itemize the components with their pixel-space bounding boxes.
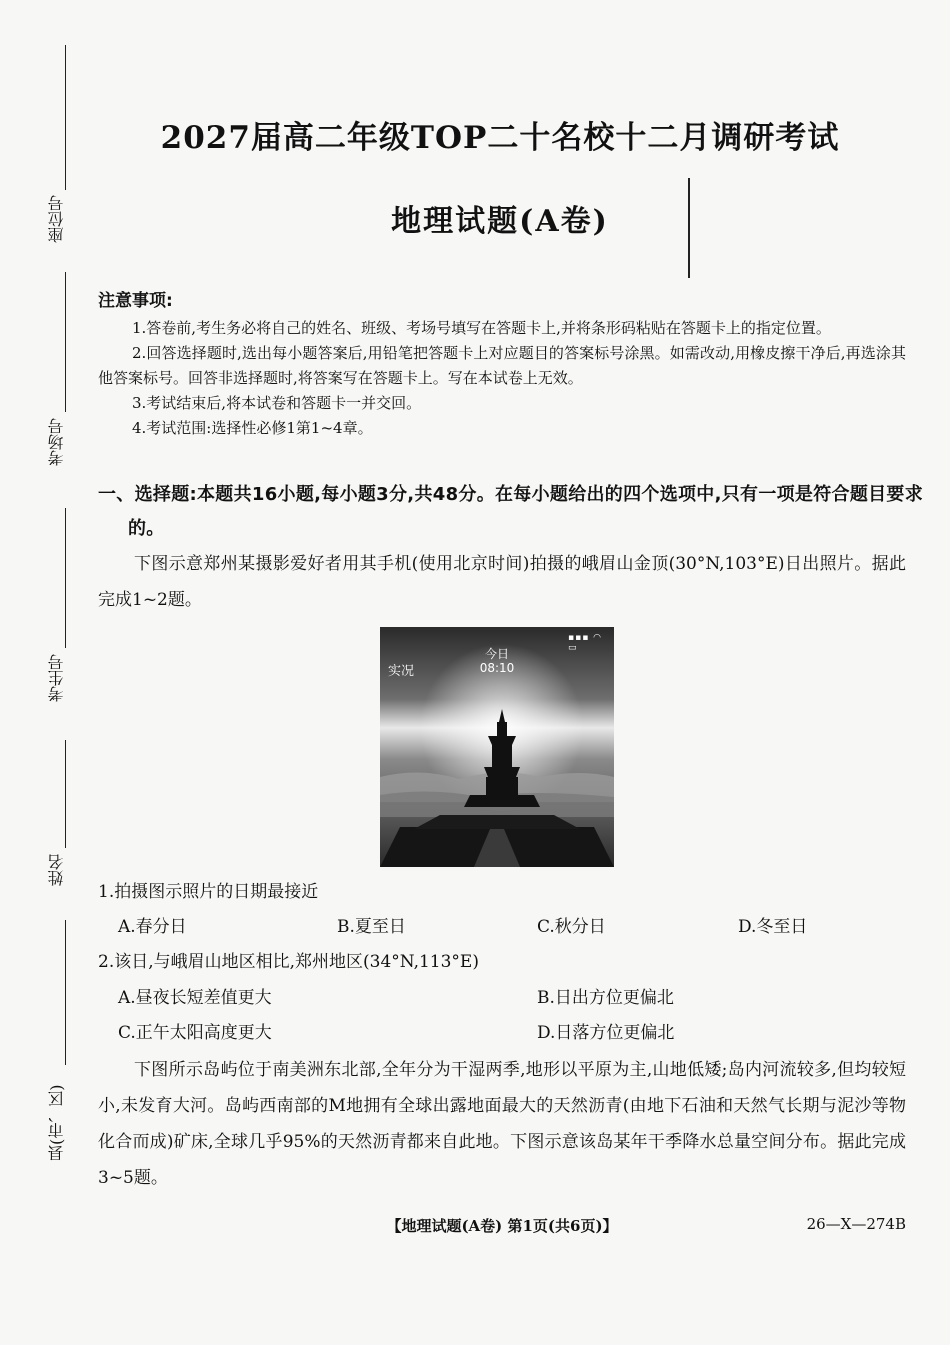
seat-number-label: 座位号	[47, 195, 66, 243]
binding-margin	[0, 0, 90, 1345]
binding-line	[65, 272, 66, 412]
intro-paragraph-1: 下图示意郑州某摄影爱好者用其手机(使用北京时间)拍摄的峨眉山金顶(30°N,103°E)日出照片。据此完成1~2题。	[98, 554, 906, 610]
exam-room-label: 考场号	[47, 418, 66, 466]
exam-title: 2027届高二年级TOP二十名校十二月调研考试	[160, 120, 840, 156]
q1-option-b: B.夏至日	[337, 917, 406, 937]
county-label: 县(市、区)	[47, 1084, 66, 1162]
exam-subtitle: 地理试题(A卷)	[391, 204, 609, 239]
vertical-mark	[688, 178, 690, 278]
notice-title: 注意事项:	[98, 291, 173, 311]
notice-item: 2.回答选择题时,选出每小题答案后,用铅笔把答题卡上对应题目的答案标号涂黑。如需改动,用橡皮擦干净后,再选涂其他答案标号。回答非选择题时,将答案写在答题卡上。写在本试卷上无效。	[98, 344, 906, 387]
question-2-stem: 2.该日,与峨眉山地区相比,郑州地区(34°N,113°E)	[98, 952, 479, 972]
intro-paragraph-2: 下图所示岛屿位于南美洲东北部,全年分为干湿两季,地形以平原为主,山地低矮;岛内河流较多,但均较短小,未发育大河。岛屿西南部的M地拥有全球出露地面最大的天然沥青(由地下石油和天然气长期与泥沙等物化合而成)矿床,全球几乎95%的天然沥青都来自此地。下图示意该岛某年干季降水总量空间分布。据此完成3~5题。	[98, 1060, 906, 1188]
photo-time: 08:10	[479, 661, 515, 675]
notice-item: 4.考试范围:选择性必修1第1~4章。	[132, 419, 373, 437]
notice-item: 3.考试结束后,将本试卷和答题卡一并交回。	[132, 394, 422, 412]
day-label: 今日	[484, 647, 509, 661]
q1-option-a: A.春分日	[118, 917, 187, 937]
q1-option-c: C.秋分日	[537, 917, 606, 937]
name-label: 姓名	[47, 854, 66, 886]
footer-page-info: 【地理试题(A卷) 第1页(共6页)】	[386, 1217, 618, 1235]
q2-option-c: C.正午太阳高度更大	[118, 1023, 272, 1043]
signal-wifi-battery-icon: ▪▪▪ ◠ ▭	[568, 633, 603, 653]
notice-item: 1.答卷前,考生务必将自己的姓名、班级、考场号填写在答题卡上,并将条形码粘贴在答题卡上的指定位置。	[132, 319, 831, 337]
binding-line	[65, 740, 66, 848]
section-title: 一、选择题:本题共16小题,每小题3分,共48分。在每小题给出的四个选项中,只有一项是符合题目要求的。	[98, 484, 924, 539]
candidate-number-label: 考生号	[47, 654, 66, 702]
notice-block	[98, 286, 906, 441]
binding-line	[65, 508, 66, 648]
q2-option-b: B.日出方位更偏北	[537, 988, 674, 1008]
q2-option-d: D.日落方位更偏北	[537, 1023, 675, 1043]
page-footer	[98, 1215, 906, 1243]
footer-paper-code: 26—X—274B	[806, 1215, 906, 1233]
binding-line	[65, 45, 66, 190]
binding-line	[65, 920, 66, 1065]
q1-option-d: D.冬至日	[738, 917, 808, 937]
q2-option-a: A.昼夜长短差值更大	[118, 988, 272, 1008]
sunrise-photo	[380, 627, 614, 867]
question-1-stem: 1.拍摄图示照片的日期最接近	[98, 882, 319, 902]
live-mode-label: 实况	[388, 664, 415, 679]
